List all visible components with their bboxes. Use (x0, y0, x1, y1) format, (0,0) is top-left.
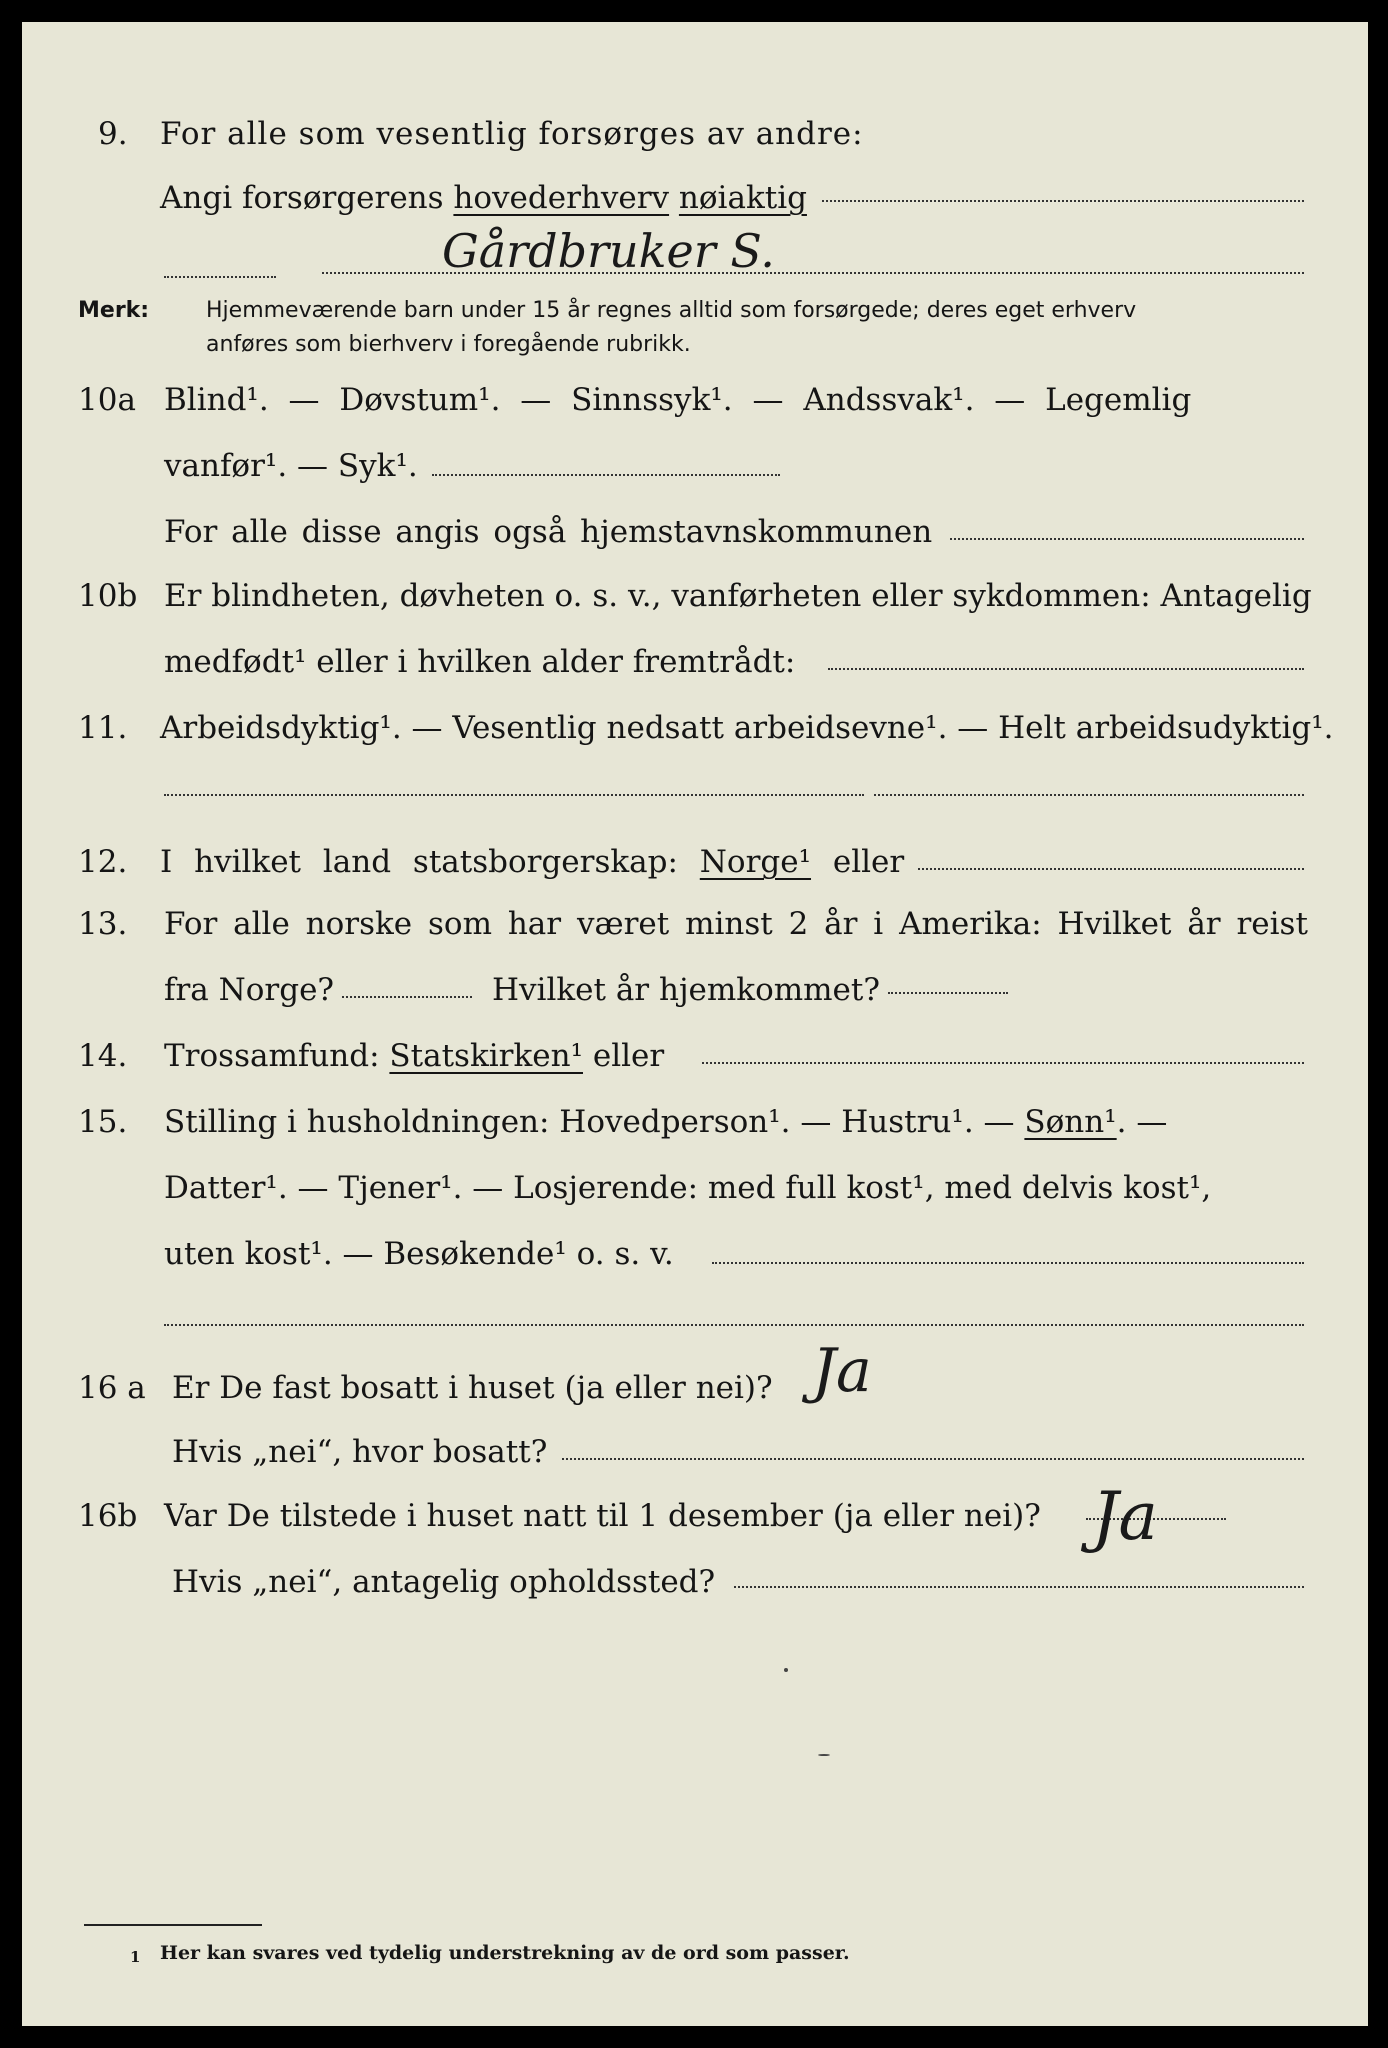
q9-answer-line2b (322, 272, 1304, 274)
q11-answer-line-b (874, 794, 1304, 796)
footnote-marker: 1 (130, 1948, 141, 1966)
q10a-line3: For alle disse angis også hjemstavnskommunen (164, 514, 933, 550)
q14-answer-line (702, 1062, 1304, 1064)
q13-line1: For alle norske som har været minst 2 år i Amerika: Hvilket år reist (164, 906, 1308, 942)
q10b-line1: Er blindheten, døvheten o. s. v., vanførheten eller sykdommen: Antagelig (164, 578, 1312, 614)
q10b-answer-line (828, 668, 1304, 670)
q13-line2a: fra Norge? (164, 972, 335, 1008)
q12-answer-line (918, 868, 1304, 870)
paper-speck (784, 1668, 788, 1672)
q10a-line1: Blind¹. — Døvstum¹. — Sinnssyk¹. — Andssvak¹. — Legemlig (164, 382, 1192, 418)
q16a-handwritten-answer: Ja (812, 1336, 872, 1406)
census-form-page (22, 22, 1368, 2026)
q10b-line2: medfødt¹ eller i hvilken alder fremtrådt: (164, 644, 796, 680)
q9-underlined-noiaktig: nøiaktig (678, 180, 807, 216)
q9-underlined-hovederhverv: hovederhverv (453, 180, 670, 216)
q15-extra-line (164, 1324, 1304, 1326)
q10a-line3-answer (950, 538, 1304, 540)
q16a-line2: Hvis „nei“, hvor bosatt? (172, 1434, 548, 1470)
q16b-opholdssted-line (734, 1586, 1304, 1588)
q15-number: 15. (78, 1104, 128, 1140)
q13-hjemkommet-answer (888, 992, 1008, 994)
q15-line3: uten kost¹. — Besøkende¹ o. s. v. (164, 1236, 674, 1272)
q15-line2: Datter¹. — Tjener¹. — Losjerende: med full kost¹, med delvis kost¹, (164, 1170, 1212, 1206)
q15-line1: Stilling i husholdningen: Hovedperson¹. — Hustru¹. — Sønn¹. — (164, 1104, 1168, 1140)
q13-reist-answer (342, 996, 472, 998)
q16b-line2: Hvis „nei“, antagelig opholdssted? (172, 1564, 716, 1600)
q9-line1: For alle som vesentlig forsørges av andre: (160, 116, 864, 152)
q10a-line2: vanfør¹. — Syk¹. (164, 448, 418, 484)
q10a-line2-answer (432, 474, 780, 476)
q16a-line1: Er De fast bosatt i huset (ja eller nei)? (172, 1370, 773, 1406)
q11-line1: Arbeidsdyktig¹. — Vesentlig nedsatt arbeidsevne¹. — Helt arbeidsudyktig¹. (160, 710, 1334, 746)
merk-label: Merk: (78, 298, 150, 323)
q16b-number: 16b (78, 1498, 138, 1534)
merk-line2: anføres som bierhverv i foregående rubrikk. (206, 332, 691, 357)
q14-number: 14. (78, 1038, 128, 1074)
q13-number: 13. (78, 906, 128, 942)
footnote-rule (84, 1924, 262, 1926)
q11-answer-line-a (164, 794, 864, 796)
q10a-number: 10a (78, 382, 136, 418)
q16a-number: 16 a (78, 1370, 146, 1406)
q9-number: 9. (98, 116, 128, 152)
q12-line: I hvilket land statsborgerskap: Norge¹ eller (160, 844, 905, 880)
q13-line2b: Hvilket år hjemkommet? (492, 972, 880, 1008)
q9-line2: Angi forsørgerens hovederhverv nøiaktig (160, 180, 807, 216)
q14-underlined-statskirken: Statskirken¹ (389, 1038, 583, 1074)
q12-number: 12. (78, 844, 128, 880)
q15-underlined-sonn: Sønn¹ (1024, 1104, 1117, 1140)
q15-answer-line (712, 1262, 1304, 1264)
q9-answer-line2a (164, 276, 276, 278)
q11-number: 11. (78, 710, 128, 746)
q9-answer-line (822, 200, 1304, 202)
q16b-line1: Var De tilstede i huset natt til 1 desember (ja eller nei)? (164, 1498, 1041, 1534)
merk-line1: Hjemmeværende barn under 15 år regnes alltid som forsørgede; deres eget erhverv (206, 298, 1137, 323)
q10b-number: 10b (78, 578, 138, 614)
q16a-answer-line (562, 1458, 1304, 1460)
q14-line: Trossamfund: Statskirken¹ eller (164, 1038, 665, 1074)
q16b-handwritten-answer: Ja (1092, 1478, 1158, 1555)
q12-underlined-norge: Norge¹ (699, 844, 812, 880)
paper-speck (818, 1754, 830, 1756)
footnote-text: Her kan svares ved tydelig understrekning av de ord som passer. (160, 1942, 850, 1964)
q9-handwritten-answer: Gårdbruker S. (442, 224, 775, 278)
